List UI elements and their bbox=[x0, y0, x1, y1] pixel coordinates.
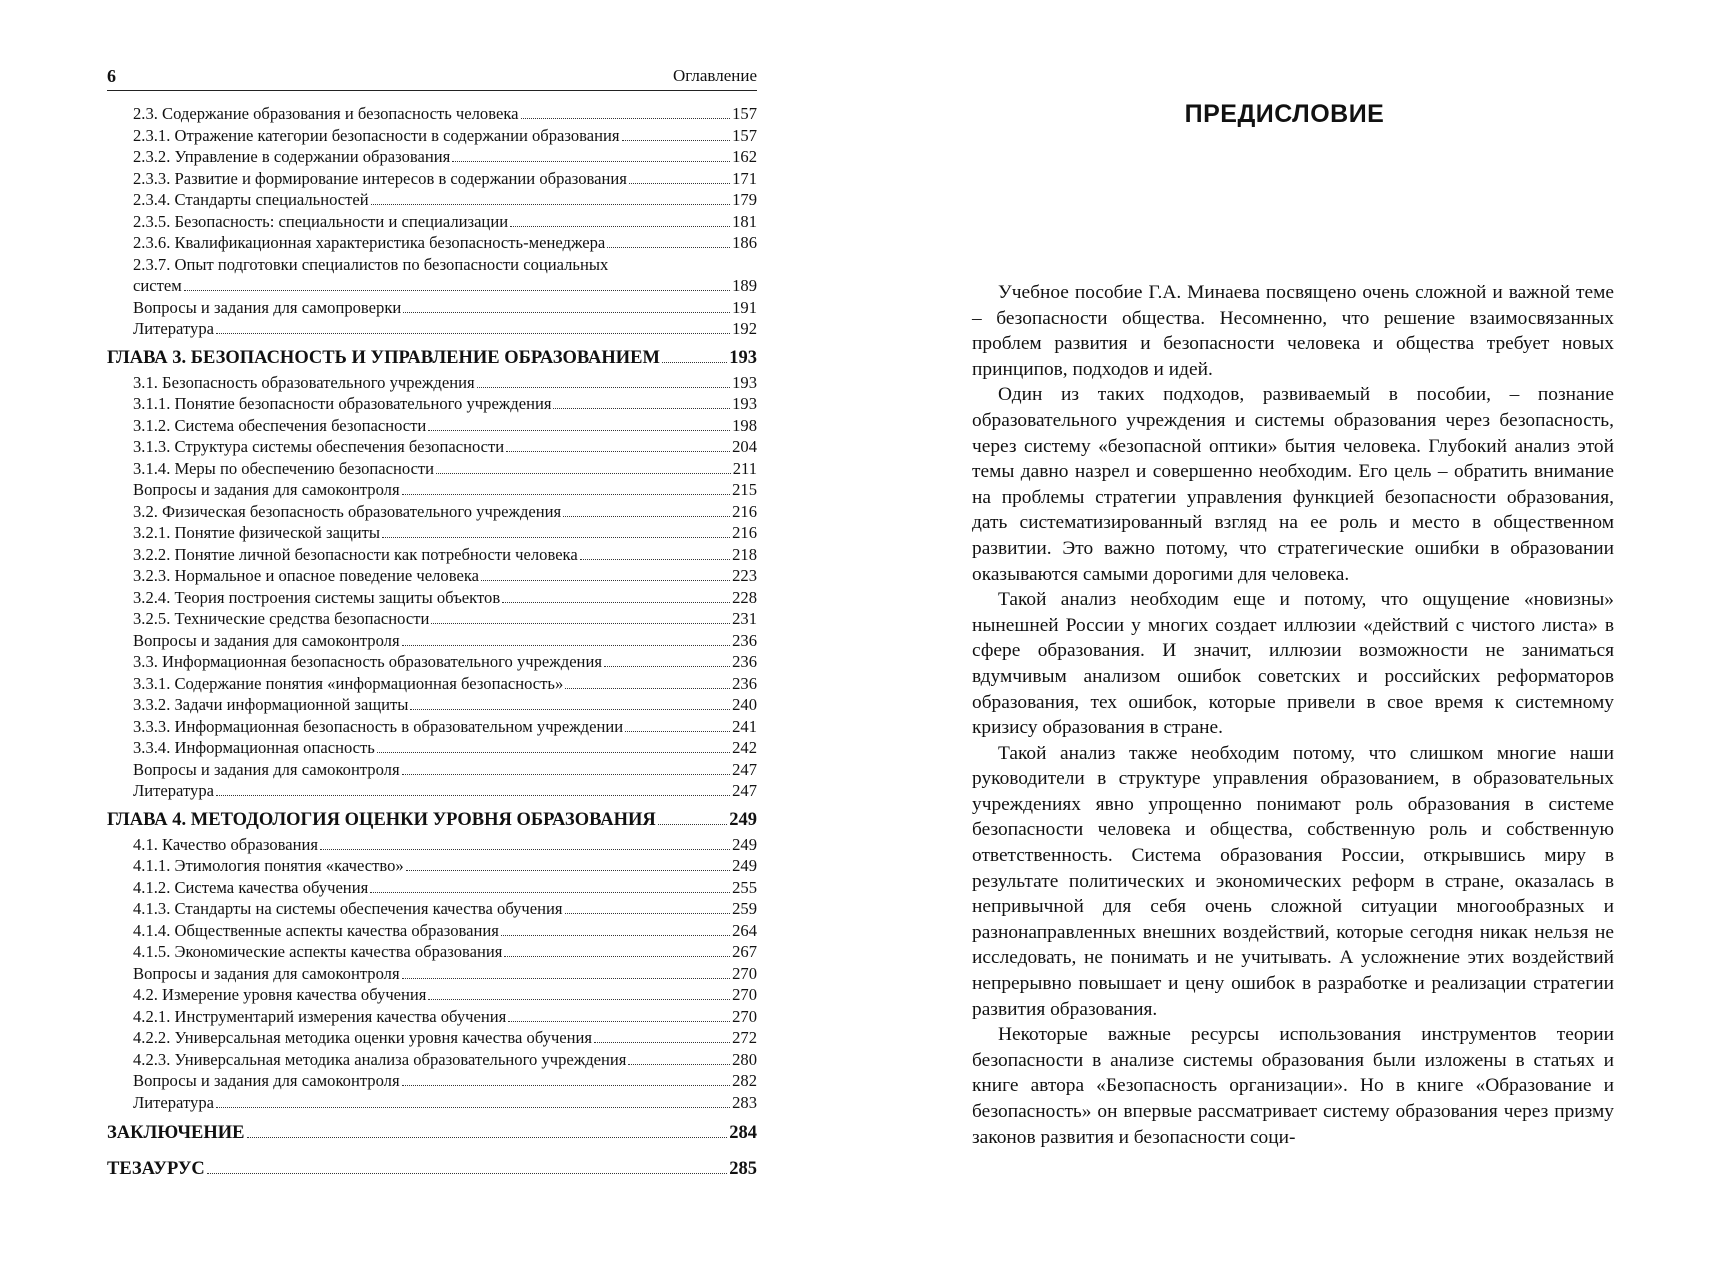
toc-entry[interactable] bbox=[107, 168, 757, 190]
toc-entry-title: 4.1.2. Система качества обучения bbox=[133, 877, 369, 897]
toc-entry[interactable] bbox=[107, 393, 757, 415]
toc-entry[interactable] bbox=[107, 189, 757, 211]
toc-entry[interactable] bbox=[107, 522, 757, 544]
toc-entry-title: 4.2.1. Инструментарий измерения качества обучения bbox=[133, 1006, 507, 1026]
toc-entry[interactable] bbox=[107, 587, 757, 609]
toc-entry-page: 193 bbox=[732, 372, 757, 392]
toc-entry-title: 2.3.2. Управление в содержании образования bbox=[133, 147, 451, 166]
toc-entry-title: 4.1.4. Общественные аспекты качества образования bbox=[133, 920, 499, 940]
toc-entry-page: 241 bbox=[732, 716, 757, 736]
toc-leader-dots bbox=[662, 362, 727, 363]
toc-entry-page: 218 bbox=[732, 544, 757, 564]
toc-entry-title: 4.2. Измерение уровня качества обучения bbox=[133, 985, 427, 1004]
toc-leader-dots bbox=[477, 387, 731, 388]
toc-entry[interactable] bbox=[107, 372, 757, 394]
toc-entry-page: 171 bbox=[732, 168, 757, 188]
toc-conclusion[interactable] bbox=[107, 1121, 757, 1145]
toc-entry-title: 3.3.3. Информационная безопасность в образовательном учреждении bbox=[133, 716, 624, 736]
toc-leader-dots bbox=[402, 774, 731, 775]
toc-leader-dots bbox=[216, 333, 730, 334]
toc-entry-title: 2.3.6. Квалификационная характеристика безопасность-менеджера bbox=[133, 233, 606, 252]
toc-leader-dots bbox=[594, 1042, 730, 1043]
toc-entry-title: Вопросы и задания для самоконтроля bbox=[133, 630, 400, 650]
toc-entry-title: 4.2.3. Универсальная методика анализа образовательного учреждения bbox=[133, 1049, 627, 1069]
toc-entry[interactable] bbox=[107, 1070, 757, 1092]
foreword-paragraph: Такой анализ также необходим потому, что слишком многие наши руководители в структуре управления образованием, в образовательных учреждениях явно упрощенно понимают роль образования в системе безопасности человека и общества, собственную роль и собственную ответственность. Система образования России, открывшись миру в результате политических и экономических реформ в стране, оказалась в непривычной для себя очень сложной ситуации многообразных и разнонаправленных внешних воздействий, которые сегодня никак нельзя не исследовать, не понимать и не учитывать. А усложнение этих воздействий непрерывно повышает и цену ошибок в разработке и реализации стратегии развития образования. bbox=[972, 742, 1614, 1020]
toc-leader-dots bbox=[625, 731, 730, 732]
toc-leader-dots bbox=[502, 602, 730, 603]
toc-entry-page: 236 bbox=[732, 673, 757, 693]
toc-entry[interactable] bbox=[107, 501, 757, 523]
toc-leader-dots bbox=[481, 580, 730, 581]
toc-entry-page: 236 bbox=[732, 652, 757, 671]
toc-chapter-title: ГЛАВА 3. БЕЗОПАСНОСТЬ И УПРАВЛЕНИЕ ОБРАЗОВАНИЕМ bbox=[107, 347, 660, 368]
toc-entry-page: 192 bbox=[732, 319, 757, 338]
toc-entry-title: Вопросы и задания для самоконтроля bbox=[133, 1071, 400, 1090]
toc-entry-page: 255 bbox=[732, 877, 757, 897]
toc-leader-dots bbox=[563, 516, 730, 517]
toc-leader-dots bbox=[410, 709, 730, 710]
toc-entry-title: Литература bbox=[133, 781, 214, 800]
toc-leader-dots bbox=[428, 999, 730, 1000]
table-of-contents bbox=[107, 103, 757, 1181]
toc-leader-dots bbox=[402, 645, 731, 646]
toc-entry[interactable] bbox=[107, 737, 757, 759]
toc-entry-title: 3.2.4. Теория построения системы защиты объектов bbox=[133, 587, 501, 607]
toc-leader-dots bbox=[377, 752, 730, 753]
toc-entry[interactable] bbox=[107, 1092, 757, 1114]
toc-entry[interactable] bbox=[107, 565, 757, 587]
toc-entry-title: 3.1.3. Структура системы обеспечения безопасности bbox=[133, 437, 505, 456]
foreword-paragraph: Некоторые важные ресурсы использования инструментов теории безопасности в анализе системы образования были изложены в статьях и книге автора «Безопасность организации». Но в книге «Образование и безопасность» он впервые рассматривает систему образования через призму законов развития и безопасности соци- bbox=[972, 1024, 1614, 1148]
toc-entry-page: 283 bbox=[732, 1092, 757, 1112]
toc-leader-dots bbox=[402, 494, 731, 495]
toc-entry[interactable] bbox=[107, 877, 757, 899]
toc-conclusion-page: 284 bbox=[729, 1123, 757, 1143]
toc-leader-dots bbox=[622, 140, 731, 141]
toc-leader-dots bbox=[406, 870, 730, 871]
toc-entry-title: 3.1.4. Меры по обеспечению безопасности bbox=[133, 458, 435, 478]
toc-entry-wrapped[interactable] bbox=[107, 254, 757, 297]
toc-group-2-3 bbox=[107, 103, 757, 254]
toc-entry-title: 4.1. Качество образования bbox=[133, 834, 319, 854]
running-title: Оглавление bbox=[673, 66, 757, 85]
toc-entry-title: 4.2.2. Универсальная методика оценки уровня качества обучения bbox=[133, 1028, 593, 1047]
toc-leader-dots bbox=[452, 161, 730, 162]
toc-entry[interactable] bbox=[107, 984, 757, 1006]
toc-entry-title: 3.1.1. Понятие безопасности образовательного учреждения bbox=[133, 394, 552, 413]
toc-entry[interactable] bbox=[107, 759, 757, 781]
toc-entry-page: 282 bbox=[732, 1071, 757, 1090]
toc-entry-title: 2.3.1. Отражение категории безопасности в содержании образования bbox=[133, 125, 620, 145]
toc-entry[interactable] bbox=[107, 544, 757, 566]
toc-leader-dots bbox=[508, 1021, 730, 1022]
toc-conclusion-title: ЗАКЛЮЧЕНИЕ bbox=[107, 1123, 245, 1143]
toc-entry-title: Вопросы и задания для самоконтроля bbox=[133, 759, 400, 779]
toc-leader-dots bbox=[320, 849, 730, 850]
toc-leader-dots bbox=[428, 430, 730, 431]
toc-leader-dots bbox=[431, 623, 730, 624]
toc-entry-page: 189 bbox=[732, 276, 757, 295]
toc-entry-title-line1: 2.3.7. Опыт подготовки специалистов по безопасности социальных bbox=[133, 254, 609, 274]
toc-entry-title: 3.1.2. Система обеспечения безопасности bbox=[133, 415, 427, 435]
toc-leader-dots bbox=[510, 226, 730, 227]
toc-entry-page: 191 bbox=[732, 297, 757, 317]
toc-entry[interactable] bbox=[107, 1006, 757, 1028]
toc-entry-page: 240 bbox=[732, 695, 757, 714]
toc-leader-dots bbox=[403, 312, 730, 313]
foreword-body bbox=[972, 280, 1614, 1150]
toc-leader-dots bbox=[436, 473, 731, 474]
toc-chapter-title: ГЛАВА 4. МЕТОДОЛОГИЯ ОЦЕНКИ УРОВНЯ ОБРАЗОВАНИЯ bbox=[107, 809, 656, 830]
toc-leader-dots bbox=[402, 1085, 731, 1086]
toc-entry-page: 249 bbox=[732, 856, 757, 875]
toc-leader-dots bbox=[370, 892, 730, 893]
toc-entry[interactable] bbox=[107, 415, 757, 437]
toc-entry-title: 3.2.5. Технические средства безопасности bbox=[133, 609, 430, 628]
toc-entry-page: 179 bbox=[732, 190, 757, 209]
toc-entry[interactable] bbox=[107, 211, 757, 233]
toc-entry-page: 270 bbox=[732, 963, 757, 983]
toc-leader-dots bbox=[604, 666, 730, 667]
toc-entry-page: 242 bbox=[732, 738, 757, 757]
toc-entry-page: 270 bbox=[732, 985, 757, 1004]
foreword-paragraph: Один из таких подходов, развиваемый в пособии, – познание образовательного учреждения и системы образования через безопасность, через систему «безопасной оптики» бытия человека. Глубокий анализ этой темы давно назрел и совершенно необходим. Его цель – обратить внимание на проблемы стратегии управления функцией безопасности образования, дать систематизированный взгляд на ее роль и место в общественном развитии. Это важно потому, что стратегические ошибки в образовании оказываются самыми дорогими для человека. bbox=[972, 384, 1614, 585]
toc-entry-page: 193 bbox=[732, 394, 757, 413]
toc-entry-page: 247 bbox=[732, 759, 757, 779]
toc-entry[interactable] bbox=[107, 125, 757, 147]
toc-leader-dots bbox=[565, 913, 731, 914]
toc-entry-title: 3.3.1. Содержание понятия «информационная безопасность» bbox=[133, 673, 564, 693]
toc-entry-page: 247 bbox=[732, 781, 757, 800]
toc-thesaurus-title: ТЕЗАУРУС bbox=[107, 1159, 205, 1179]
toc-entry-page: 270 bbox=[732, 1006, 757, 1026]
toc-entry-title: Литература bbox=[133, 1092, 214, 1112]
toc-entry[interactable] bbox=[107, 963, 757, 985]
toc-entry-page: 204 bbox=[732, 437, 757, 456]
toc-entry-title: 3.3.4. Информационная опасность bbox=[133, 738, 375, 757]
toc-entry-page: 231 bbox=[732, 609, 757, 628]
toc-entry-title: 2.3. Содержание образования и безопасность человека bbox=[133, 104, 519, 123]
toc-entry-title-line2: систем bbox=[133, 276, 182, 295]
toc-group-2-end bbox=[107, 297, 757, 340]
toc-entry-page: 157 bbox=[732, 125, 757, 145]
toc-entry-page: 280 bbox=[732, 1049, 757, 1069]
foreword-title: ПРЕДИСЛОВИЕ bbox=[1184, 100, 1385, 128]
toc-leader-dots bbox=[607, 247, 730, 248]
toc-entry-title: 3.3. Информационная безопасность образовательного учреждения bbox=[133, 652, 602, 671]
toc-chapter-page: 249 bbox=[729, 809, 757, 830]
toc-entry[interactable] bbox=[107, 694, 757, 716]
toc-entry-page: 211 bbox=[732, 458, 757, 478]
toc-entry-title: 3.3.2. Задачи информационной защиты bbox=[133, 695, 409, 714]
toc-entry-page: 215 bbox=[732, 480, 757, 499]
toc-entry-title: 2.3.5. Безопасность: специальности и специализации bbox=[133, 211, 509, 231]
toc-chapter-4[interactable] bbox=[107, 808, 757, 832]
foreword-paragraph: Учебное пособие Г.А. Минаева посвящено очень сложной и важной теме – безопасности общества. Несомненно, что решение взаимосвязанных проблем развития и безопасности человека и общества требует новых принципов, подходов и идей. bbox=[972, 282, 1614, 380]
toc-leader-dots bbox=[207, 1173, 727, 1174]
toc-entry-page: 216 bbox=[732, 523, 757, 542]
toc-entry[interactable] bbox=[107, 673, 757, 695]
toc-entry[interactable] bbox=[107, 898, 757, 920]
toc-entry-title: Вопросы и задания для самоконтроля bbox=[133, 963, 400, 983]
left-page bbox=[0, 0, 856, 1270]
toc-entry[interactable] bbox=[107, 716, 757, 738]
toc-entry[interactable] bbox=[107, 146, 757, 168]
toc-leader-dots bbox=[580, 559, 730, 560]
toc-entry-title: 2.3.3. Развитие и формирование интересов в содержании образования bbox=[133, 168, 627, 188]
toc-entry[interactable] bbox=[107, 479, 757, 501]
toc-entry-page: 216 bbox=[732, 501, 757, 521]
toc-leader-dots bbox=[501, 935, 730, 936]
toc-entry-title: 3.1. Безопасность образовательного учреждения bbox=[133, 372, 475, 392]
foreword-paragraph: Такой анализ необходим еще и потому, что ощущение «новизны» нынешней России у многих создает иллюзии «действий с чистого листа» в сфере образования. И значит, иллюзии возможности не заниматься вдумчивым анализом ошибок советских и российских реформаторов образования, тех ошибок, которые привели в свое время к системному кризису образования в стране. bbox=[972, 589, 1614, 739]
running-header bbox=[107, 66, 757, 88]
toc-group-chapter-4 bbox=[107, 834, 757, 1114]
toc-leader-dots bbox=[382, 537, 730, 538]
toc-entry[interactable] bbox=[107, 232, 757, 254]
toc-leader-dots bbox=[565, 688, 730, 689]
toc-entry-title: 3.2.3. Нормальное и опасное поведение человека bbox=[133, 566, 479, 585]
toc-entry[interactable] bbox=[107, 103, 757, 125]
toc-entry-page: 228 bbox=[732, 587, 757, 607]
toc-entry-page: 198 bbox=[732, 415, 757, 435]
toc-entry-page: 259 bbox=[732, 899, 757, 918]
header-rule bbox=[107, 90, 757, 91]
toc-leader-dots bbox=[216, 1107, 730, 1108]
toc-entry-title: 4.1.1. Этимология понятия «качество» bbox=[133, 856, 404, 875]
toc-entry-page: 267 bbox=[732, 942, 757, 961]
toc-entry-page: 223 bbox=[732, 566, 757, 585]
toc-entry-title: 3.2. Физическая безопасность образовательного учреждения bbox=[133, 501, 562, 521]
toc-leader-dots bbox=[402, 978, 731, 979]
page-number: 6 bbox=[107, 66, 116, 86]
toc-entry-page: 186 bbox=[732, 233, 757, 252]
toc-entry[interactable] bbox=[107, 651, 757, 673]
toc-entry-page: 264 bbox=[732, 920, 757, 940]
toc-entry[interactable] bbox=[107, 318, 757, 340]
toc-entry[interactable] bbox=[107, 458, 757, 480]
toc-entry-title: Вопросы и задания для самоконтроля bbox=[133, 480, 400, 499]
toc-entry-title: 2.3.4. Стандарты специальностей bbox=[133, 190, 369, 209]
toc-entry[interactable] bbox=[107, 834, 757, 856]
toc-entry-page: 181 bbox=[732, 211, 757, 231]
toc-entry-title: Вопросы и задания для самопроверки bbox=[133, 297, 402, 317]
toc-leader-dots bbox=[216, 795, 730, 796]
toc-entry[interactable] bbox=[107, 608, 757, 630]
toc-leader-dots bbox=[184, 290, 730, 291]
toc-leader-dots bbox=[521, 118, 731, 119]
toc-entry-page: 236 bbox=[732, 630, 757, 650]
toc-entry[interactable] bbox=[107, 855, 757, 877]
toc-leader-dots bbox=[628, 1064, 730, 1065]
toc-leader-dots bbox=[658, 824, 727, 825]
toc-group-chapter-3 bbox=[107, 372, 757, 802]
toc-thesaurus[interactable] bbox=[107, 1157, 757, 1181]
toc-entry[interactable] bbox=[107, 1049, 757, 1071]
toc-leader-dots bbox=[247, 1137, 728, 1138]
toc-entry-page: 249 bbox=[732, 834, 757, 854]
toc-entry[interactable] bbox=[107, 920, 757, 942]
toc-entry[interactable] bbox=[107, 436, 757, 458]
toc-leader-dots bbox=[553, 408, 730, 409]
toc-chapter-page: 193 bbox=[729, 347, 757, 368]
toc-entry-page: 162 bbox=[732, 147, 757, 166]
toc-entry[interactable] bbox=[107, 941, 757, 963]
toc-entry-title: 4.1.3. Стандарты на системы обеспечения качества обучения bbox=[133, 899, 563, 918]
toc-leader-dots bbox=[504, 956, 730, 957]
toc-entry-page: 157 bbox=[732, 104, 757, 123]
toc-entry-title: Литература bbox=[133, 319, 214, 338]
toc-entry[interactable] bbox=[107, 1027, 757, 1049]
toc-entry-title: 3.2.1. Понятие физической защиты bbox=[133, 523, 381, 542]
toc-entry-page: 272 bbox=[732, 1028, 757, 1047]
right-page bbox=[856, 0, 1713, 1270]
toc-leader-dots bbox=[371, 204, 730, 205]
toc-entry-title: 4.1.5. Экономические аспекты качества образования bbox=[133, 942, 503, 961]
toc-leader-dots bbox=[629, 183, 730, 184]
toc-leader-dots bbox=[506, 451, 730, 452]
toc-entry[interactable] bbox=[107, 297, 757, 319]
toc-chapter-3[interactable] bbox=[107, 346, 757, 370]
toc-entry[interactable] bbox=[107, 780, 757, 802]
toc-thesaurus-page: 285 bbox=[729, 1159, 757, 1179]
toc-entry-title: 3.2.2. Понятие личной безопасности как потребности человека bbox=[133, 544, 578, 564]
toc-entry[interactable] bbox=[107, 630, 757, 652]
